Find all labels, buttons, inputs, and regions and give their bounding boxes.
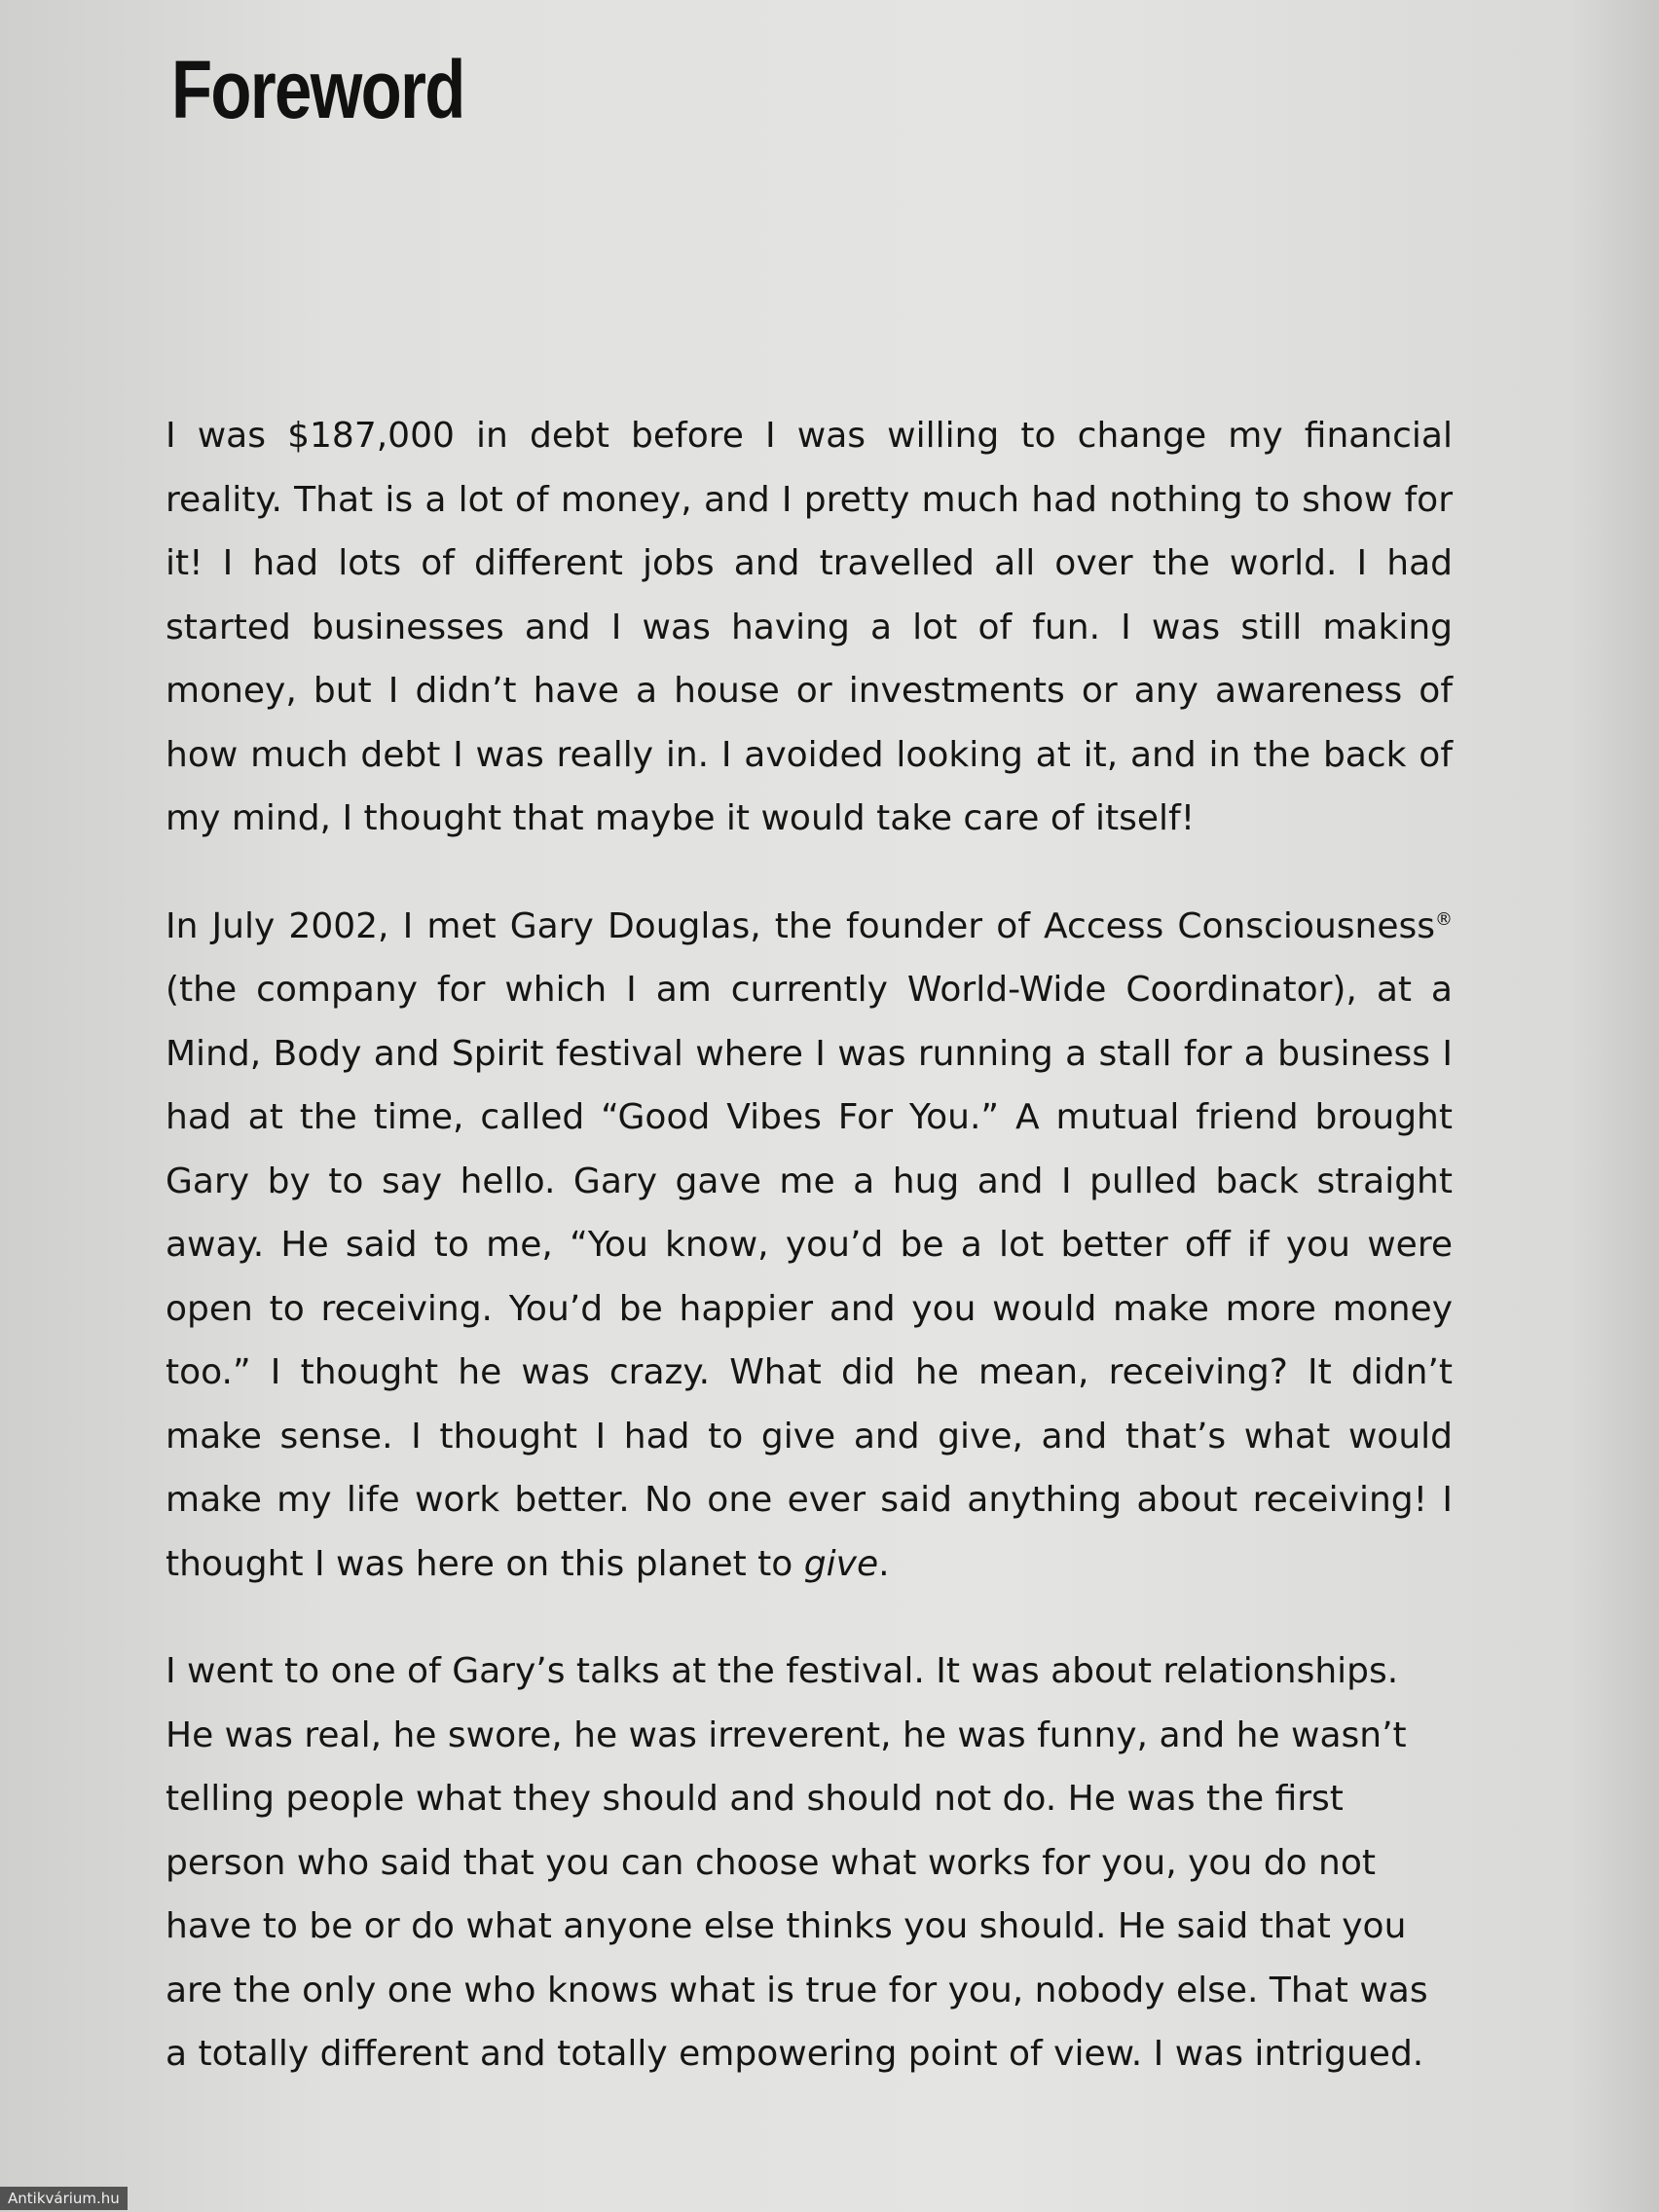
paragraph-2-text: In July 2002, I met Gary Douglas, the founder of Access Consciousness (166, 905, 1435, 946)
watermark-label: Antikvárium.hu (0, 2187, 128, 2210)
registered-mark: ® (1435, 908, 1453, 930)
paragraph-2 (166, 895, 1453, 1597)
body-text (166, 404, 1453, 2130)
emphasis-give: give (803, 1543, 879, 1584)
paragraph-2-end: . (878, 1543, 890, 1584)
paragraph-2-text-continued: (the company for which I am currently World-Wide Coordinator), at a Mind, Body and Spirit festival where I was running a stall for a business I had at the time, called “Good Vibes For You.” A mutual friend brought Gary by to say hello. Gary gave me a hug and I pulled back straight away. He said to me, “You know, you’d be a lot better off if you were open to receiving. You’d be happier and you would make more money too.” I thought he was crazy. What did he mean, receiving? It didn’t make sense. I thought I had to give and give, and that’s what would make my life work better. No one ever said anything about receiving! I thought I was here on this planet to (166, 970, 1453, 1584)
paragraph-3: I went to one of Gary’s talks at the festival. It was about relationships. He was real, he swore, he was irreverent, he was funny, and he wasn’t telling people what they should and should not do. He was the first person who said that you can choose what works for you, you do not have to be or do what anyone else thinks you should. He said that you are the only one who knows what is true for you, nobody else. That was a totally different and totally empowering point of view. I was intrigued. (166, 1651, 1428, 2074)
page-title: Foreword (171, 44, 464, 135)
page-edge-shadow (1571, 0, 1659, 2212)
paragraph-1: I was $187,000 in debt before I was willing to change my financial reality. That is a lot of money, and I pretty much had nothing to show for it! I had lots of different jobs and travelled all over the world. I had started businesses and I was having a lot of fun. I was still making money, but I didn’t have a house or investments or any awareness of how much debt I was really in. I avoided looking at it, and in the back of my mind, I thought that maybe it would take care of itself! (166, 416, 1453, 838)
